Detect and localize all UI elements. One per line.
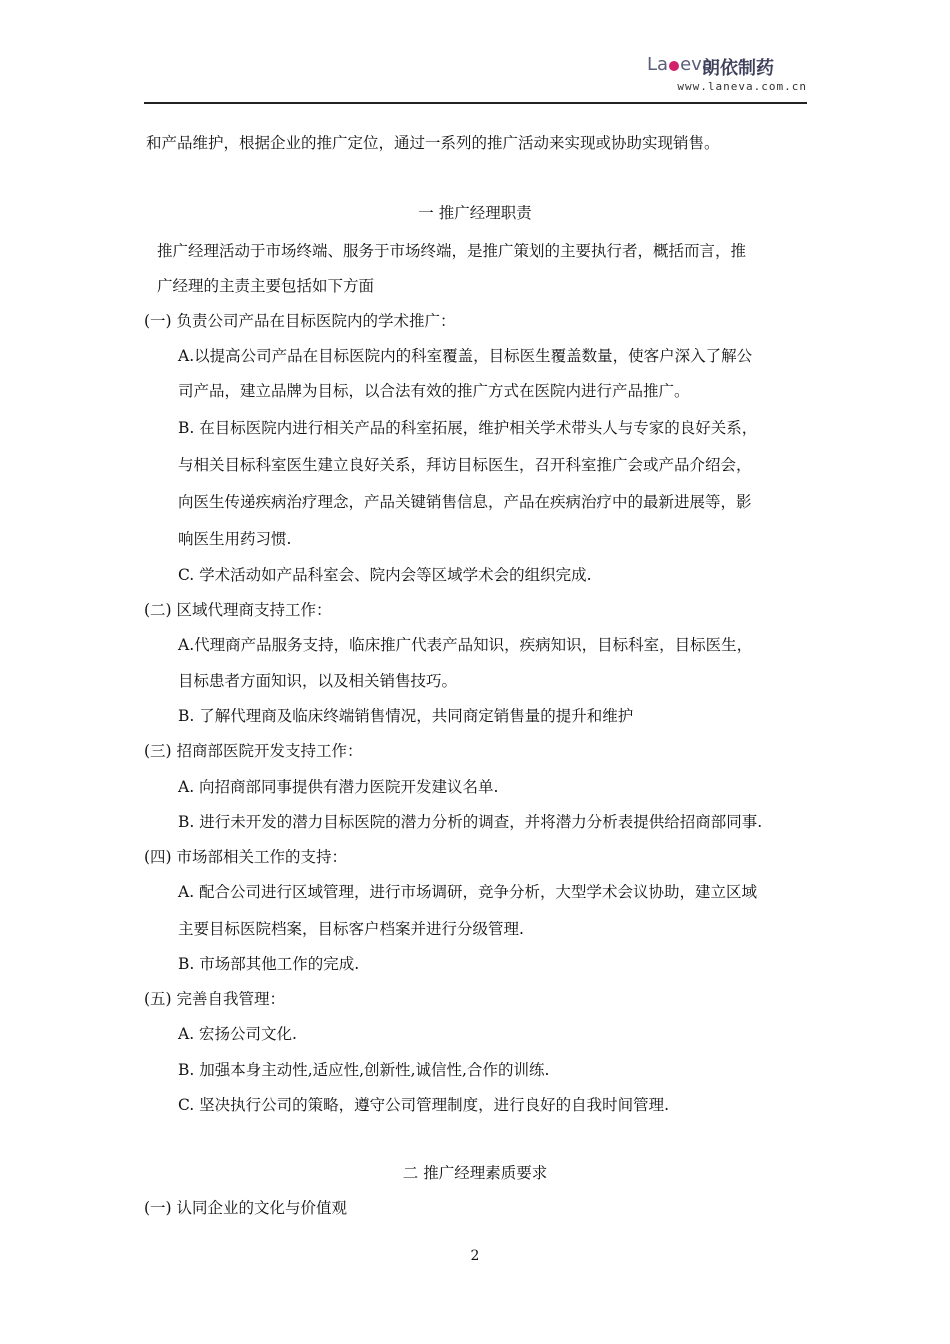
- item-4-heading: (四) 市场部相关工作的支持：: [144, 848, 348, 866]
- item-5-heading: (五) 完善自我管理：: [144, 990, 286, 1008]
- section-1-lead-line-1: 推广经理活动于市场终端、服务于市场终端，是推广策划的主要执行者，概括而言，推: [157, 242, 747, 260]
- header-url: www.laneva.com.cn: [677, 80, 807, 93]
- company-logo: [647, 54, 807, 78]
- item-1-c: C. 学术活动如产品科室会、院内会等区域学术会的组织完成.: [178, 566, 592, 584]
- item-3-heading: (三) 招商部医院开发支持工作：: [144, 742, 363, 760]
- item-1-b-line-4: 响医生用药习惯.: [178, 530, 292, 548]
- item-2-b: B. 了解代理商及临床终端销售情况，共同商定销售量的提升和维护: [178, 707, 634, 725]
- item-1-b-line-2: 与相关目标科室医生建立良好关系，拜访目标医生，召开科室推广会或产品介绍会，: [178, 456, 752, 474]
- page-number: 2: [470, 1248, 480, 1264]
- item-2-a-line-2: 目标患者方面知识，以及相关销售技巧。: [178, 672, 458, 690]
- section-1-lead-line-2: 广经理的主责主要包括如下方面: [157, 277, 375, 295]
- item-5-c: C. 坚决执行公司的策略，遵守公司管理制度，进行良好的自我时间管理.: [178, 1096, 670, 1114]
- section-1-title: 一 推广经理职责: [418, 204, 532, 222]
- item-1-a-line-1: A.以提高公司产品在目标医院内的科室覆盖，目标医生覆盖数量，使客户深入了解公: [178, 347, 753, 365]
- item-3-b: B. 进行未开发的潜力目标医院的潜力分析的调查，并将潜力分析表提供给招商部同事.: [178, 813, 763, 831]
- section-2-title: 二 推广经理素质要求: [402, 1164, 548, 1182]
- item-5-b: B. 加强本身主动性,适应性,创新性,诚信性,合作的训练.: [178, 1061, 550, 1079]
- item-5-a: A. 宏扬公司文化.: [178, 1025, 297, 1043]
- item-4-a-line-1: A. 配合公司进行区域管理，进行市场调研，竞争分析，大型学术会议协助，建立区域: [178, 883, 758, 901]
- logo-brand-end: eva: [680, 54, 713, 75]
- item-4-b: B. 市场部其他工作的完成.: [178, 955, 360, 973]
- header-divider: [144, 102, 807, 104]
- item-2-a-line-1: A.代理商产品服务支持，临床推广代表产品知识，疾病知识，目标科室，目标医生，: [178, 636, 753, 654]
- logo-company-name: 朗依制药: [702, 58, 774, 79]
- intro-paragraph: 和产品维护，根据企业的推广定位，通过一系列的推广活动来实现或协助实现销售。: [146, 134, 720, 152]
- logo-brand-start: La: [647, 54, 669, 75]
- item-4-a-line-2: 主要目标医院档案，目标客户档案并进行分级管理.: [178, 920, 524, 938]
- item-1-b-line-3: 向医生传递疾病治疗理念，产品关键销售信息，产品在疾病治疗中的最新进展等，影: [178, 493, 752, 511]
- item-1-b-line-1: B. 在目标医院内进行相关产品的科室拓展，维护相关学术带头人与专家的良好关系，: [178, 419, 758, 437]
- item-3-a: A. 向招商部同事提供有潜力医院开发建议名单.: [178, 778, 499, 796]
- item-1-a-line-2: 司产品，建立品牌为目标，以合法有效的推广方式在医院内进行产品推广。: [178, 382, 690, 400]
- logo-dot-icon: [669, 61, 679, 71]
- section-2-item-1-heading: (一) 认同企业的文化与价值观: [144, 1199, 348, 1217]
- item-2-heading: (二) 区域代理商支持工作：: [144, 601, 332, 619]
- item-1-heading: (一) 负责公司产品在目标医院内的学术推广：: [144, 312, 456, 330]
